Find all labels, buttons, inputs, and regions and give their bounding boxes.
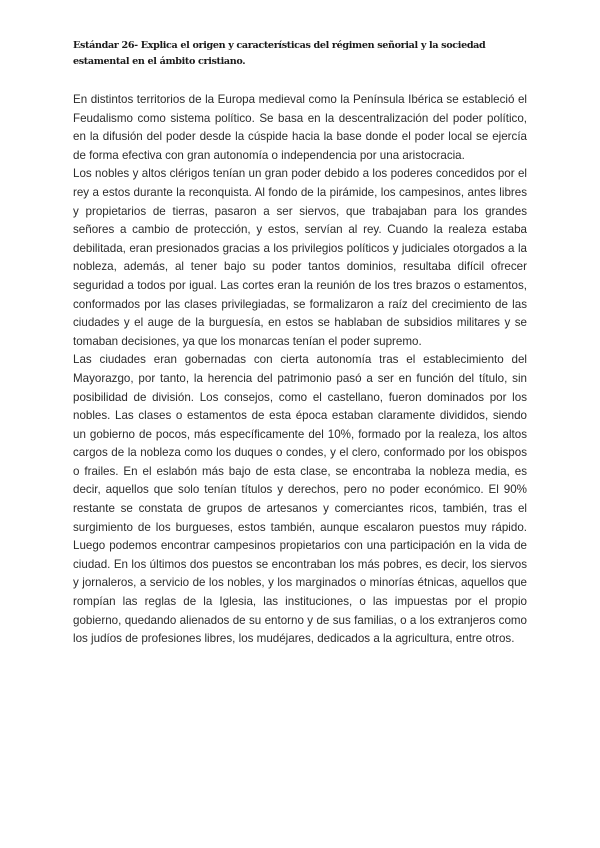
paragraph-nobles-clerigos: Los nobles y altos clérigos tenían un gran poder debido a los poderes concedidos por el rey a estos durante la reconquista. Al fondo de la pirámide, los campesinos, antes libres y propietarios de tierras, pasaron a ser siervos, que trabajaban para los grandes señores a cambio de protección, y estos, servían al rey. Cuando la realeza estaba debilitada, eran presionados gracias a los privilegios políticos y judiciales otorgados a la nobleza, además, al tener bajo su poder tantos dominios, resultaba difícil ofrecer seguridad a todos por igual. Las cortes eran la reunión de los tres brazos o estamentos, conformados por las clases privilegiadas, se formalizaron a raíz del crecimiento de las ciudades y el auge de la burguesía, en estos se hablaban de subsidios militares y se tomaban decisiones, ya que los monarcas tenían el poder supremo. [73, 167, 527, 348]
paragraph-ciudades-estamentos: Las ciudades eran gobernadas con cierta autonomía tras el establecimiento del Mayorazgo, por tanto, la herencia del patrimonio pasó a ser en función del título, sin posibilidad de división. Los consejos, como el castellano, fueron dominados por los nobles. Las clases o estamentos de esta época estaban claramente divididos, siendo un gobierno de pocos, más específicamente del 10%, formado por la realeza, los altos cargos de la nobleza como los duques o condes, y el clero, conformado por los obispos o frailes. En el eslabón más bajo de esta clase, se encontraba la nobleza media, es decir, aquellos que solo tenían títulos y derechos, pero no poder económico. El 90% restante se constata de grupos de artesanos y comerciantes ricos, también, tras el surgimiento de los burgueses, estos también, aunque escalaron puestos muy rápido. Luego podemos encontrar campesinos propietarios con una participación en la vida de ciudad. En los últimos dos puestos se encontraban los más pobres, es decir, los siervos y jornaleros, a servicio de los nobles, y los marginados o minorías étnicas, aquellos que rompían las reglas de la Iglesia, las instituciones, o las impuestas por el propio gobierno, quedando alienados de su entorno y de sus familias, o a los extranjeros como los judíos de profesiones libres, los mudéjares, dedicados a la agricultura, entre otros. [73, 353, 527, 646]
document-body [73, 91, 527, 649]
paragraph-feudalismo: En distintos territorios de la Europa medieval como la Península Ibérica se estableció el Feudalismo como sistema político. Se basa en la descentralización del poder político, en la difusión del poder desde la cúspide hacia la base donde el poder local se ejercía de forma efectiva con gran autonomía o independencia por una aristocracia. [73, 93, 527, 162]
document-heading: Estándar 26- Explica el origen y características del régimen señorial y la sociedad estamental en el ámbito cristiano. [73, 40, 486, 67]
